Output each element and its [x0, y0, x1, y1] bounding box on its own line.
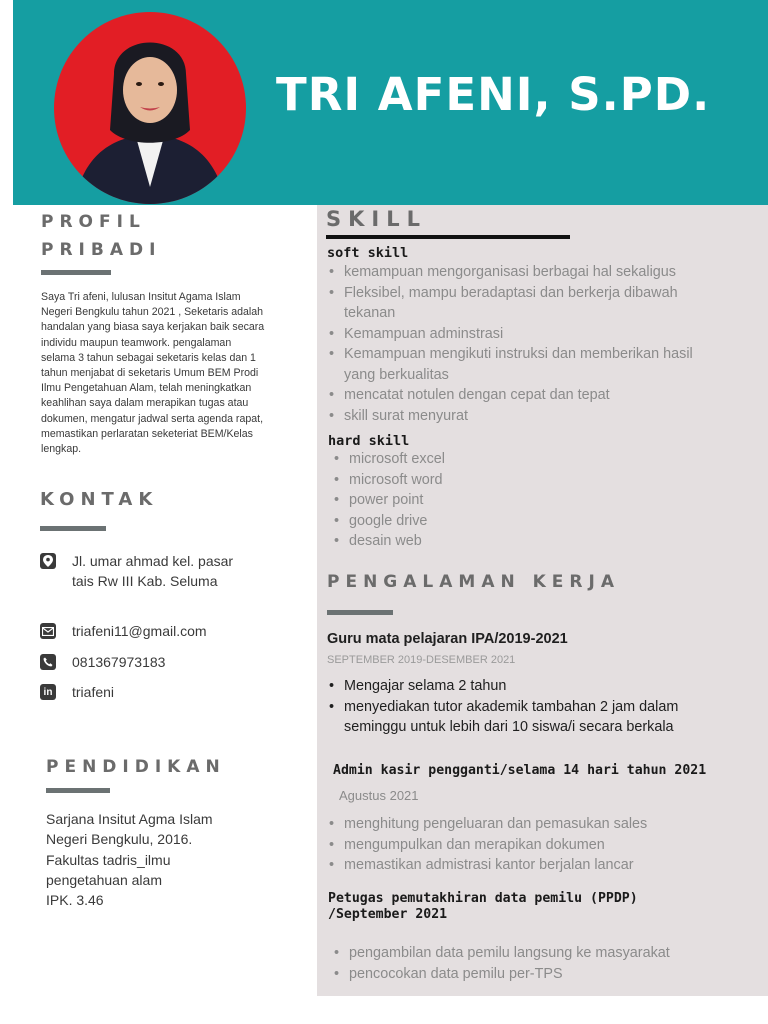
skill-title: SKILL	[326, 207, 427, 231]
list-item: • skill surat menyurat	[326, 406, 726, 427]
profil-divider	[41, 270, 111, 275]
email-icon	[40, 623, 56, 639]
pendidikan-title: PENDIDIKAN	[46, 757, 226, 777]
list-item: • menyediakan tutor akademik tambahan 2 jam dalam seminggu untuk lebih dari 10 siswa/i secara berkala	[326, 697, 716, 738]
profile-photo	[54, 12, 246, 204]
list-item: • google drive	[331, 511, 711, 532]
profil-title-line1: PROFIL	[41, 212, 146, 232]
job3-title-line2: /September 2021	[328, 907, 448, 922]
location-pin-icon	[40, 553, 56, 569]
list-item: • Mengajar selama 2 tahun	[326, 676, 716, 697]
pendidikan-line: Negeri Bengkulu, 2016.	[46, 831, 193, 848]
list-item: • kemampuan mengorganisasi berbagai hal sekaligus	[326, 262, 726, 283]
linkedin-text[interactable]: triafeni	[72, 684, 115, 700]
linkedin-icon: in	[40, 684, 56, 700]
list-item: • Kemampuan mengikuti instruksi dan memberikan hasil yang berkualitas	[326, 344, 726, 385]
list-item: • mencatat notulen dengan cepat dan tepat	[326, 385, 726, 406]
pendidikan-line: Fakultas tadris_ilmu	[46, 851, 171, 868]
job1-title: Guru mata pelajaran IPA/2019-2021	[327, 631, 568, 647]
soft-skill-title: soft skill	[327, 245, 409, 261]
list-item: • menghitung pengeluaran dan pemasukan sales	[326, 814, 726, 835]
list-item: • Fleksibel, mampu beradaptasi dan berkerja dibawah tekanan	[326, 283, 726, 324]
job2-title: Admin kasir pengganti/selama 14 hari tahun 2021	[333, 763, 707, 778]
kontak-title: KONTAK	[40, 489, 159, 510]
contact-address	[40, 551, 237, 591]
pengalaman-title: PENGALAMAN KERJA	[327, 572, 620, 592]
profil-title	[41, 208, 161, 264]
job1-date: SEPTEMBER 2019-DESEMBER 2021	[327, 654, 516, 666]
pendidikan-line: IPK. 3.46	[46, 892, 104, 909]
list-item: • pencocokan data pemilu per-TPS	[331, 964, 731, 985]
job3-title	[328, 891, 748, 923]
pendidikan-text	[46, 809, 276, 910]
soft-skill-list	[326, 262, 726, 426]
contact-phone[interactable]	[40, 652, 165, 672]
hard-skill-list	[331, 449, 711, 552]
pendidikan-line: pengetahuan alam	[46, 871, 162, 888]
pendidikan-line: Sarjana Insitut Agma Islam	[46, 811, 213, 827]
phone-text[interactable]: 081367973183	[72, 654, 166, 670]
list-item: • pengambilan data pemilu langsung ke masyarakat	[331, 943, 731, 964]
job2-list	[326, 814, 726, 876]
contact-email[interactable]	[40, 621, 207, 641]
profil-title-line2: PRIBADI	[41, 240, 162, 260]
profil-text: Saya Tri afeni, lulusan Insitut Agama Islam Negeri Bengkulu tahun 2021 , Seketaris adalah handalan yang biasa saya kerjakan baik secara individu maupun teamwork. pengalaman selama 3 tahun sebagai seketaris kelas dan 1 tahun menjabat di seketaris Umum BEM Prodi Ilmu Pengetahuan Alam, telah meningkatkan keahlihan saya dalam merapikan tugas atau dokumen, mengatur jadwal serta agenda rapat, memastikan perlaratan seketeriat BEM/Kelas lengkap.	[41, 291, 265, 456]
job2-date: Agustus 2021	[339, 788, 419, 803]
candidate-name: TRI AFENI, S.PD.	[276, 68, 711, 121]
skill-divider	[326, 235, 570, 239]
contact-linkedin[interactable]	[40, 682, 114, 702]
hard-skill-title: hard skill	[328, 433, 410, 449]
phone-icon	[40, 654, 56, 670]
email-text[interactable]: triafeni11@gmail.com	[72, 623, 207, 639]
list-item: • memastikan admistrasi kantor berjalan lancar	[326, 855, 726, 876]
list-item: • Kemampuan adminstrasi	[326, 324, 726, 345]
list-item: • microsoft word	[331, 470, 711, 491]
job3-title-line1: Petugas pemutakhiran data pemilu (PPDP)	[328, 891, 638, 906]
list-item: • desain web	[331, 531, 711, 552]
job3-list	[331, 943, 731, 984]
address-text: Jl. umar ahmad kel. pasar tais Rw III Kab. Seluma	[72, 553, 234, 589]
pengalaman-divider	[327, 610, 393, 615]
job1-list	[326, 676, 716, 738]
pendidikan-divider	[46, 788, 110, 793]
kontak-divider	[40, 526, 106, 531]
list-item: • microsoft excel	[331, 449, 711, 470]
list-item: • power point	[331, 490, 711, 511]
list-item: • mengumpulkan dan merapikan dokumen	[326, 835, 726, 856]
